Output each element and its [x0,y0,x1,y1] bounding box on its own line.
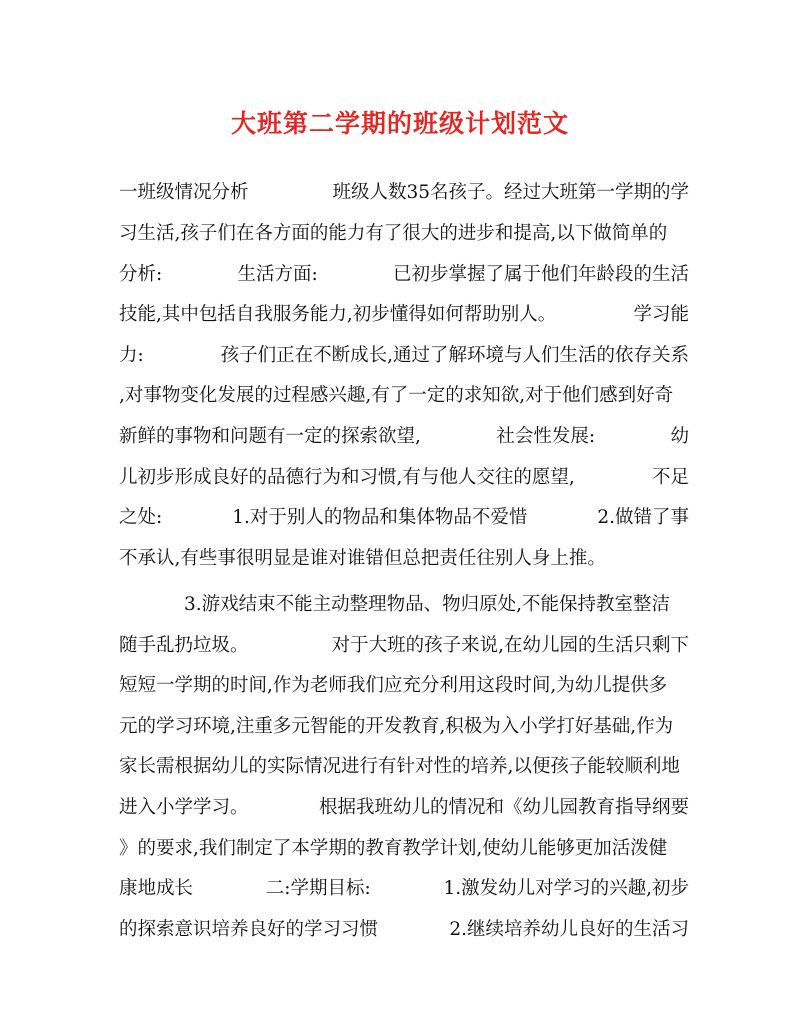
text-line [119,793,689,823]
text-line [119,590,689,620]
text-line [119,341,689,371]
text-segment: 不足 [651,467,689,488]
text-segment: 力: [119,345,144,366]
text-line [119,915,689,945]
text-segment: 短短一学期的时间,作为老师我们应充分利用这段时间,为幼儿提供多 [119,675,668,696]
text-segment: 根据我班幼儿的情况和《幼儿园教育指导纲要 [318,797,689,818]
text-segment: 生活方面: [237,264,318,285]
text-line [119,503,689,533]
text-segment: 儿初步形成良好的品德行为和习惯,有与他人交往的愿望, [119,467,575,488]
text-segment: 家长需根据幼儿的实际情况进行有针对性的培养,以便孩子能较顺利地 [119,756,680,777]
text-segment: 对于大班的孩子来说,在幼儿园的生活只剩下 [331,635,689,656]
text-line [119,874,689,904]
text-segment: 的探索意识培养良好的学习习惯 [119,919,379,940]
text-line [119,631,689,661]
text-segment: 新鲜的事物和问题有一定的探索欲望, [119,426,421,447]
text-line [119,300,689,330]
text-line [119,544,689,574]
text-segment: 之处: [119,507,163,528]
text-segment: 二:学期目标: [265,878,371,899]
indent [119,590,184,620]
text-line [119,219,689,249]
text-line [119,834,689,864]
text-segment: 元的学习环境,注重多元智能的开发教育,积极为入小学打好基础,作为 [119,716,674,737]
text-line [119,463,689,493]
text-segment: 幼 [670,426,689,447]
text-segment: 班级人数35名孩子。经过大班第一学期的学 [332,182,689,203]
text-segment: 习生活,孩子们在各方面的能力有了很大的进步和提高,以下做简单的 [119,223,668,244]
text-line [119,752,689,782]
text-line [119,260,689,290]
text-segment: 康地成长 [119,878,194,899]
text-segment: 2.做错了事 [597,507,689,528]
text-segment: 3.游戏结束不能主动整理物品、物归原处,不能保持教室整洁 [184,594,671,615]
text-segment: 随手乱扔垃圾。 [119,635,249,656]
text-segment: 》的要求,我们制定了本学期的教育教学计划,使幼儿能够更加活泼健 [119,838,668,859]
text-segment: 社会性发展: [496,426,596,447]
text-segment: 已初步掌握了属于他们年龄段的生活 [392,264,689,285]
text-line [119,712,689,742]
text-segment: 孩子们正在不断成长,通过了解环境与人们生活的依存关系 [220,345,689,366]
text-segment: 2.继续培养幼儿良好的生活习 [449,919,689,940]
text-segment: 一班级情况分析 [119,182,249,203]
text-segment: 分析: [119,264,163,285]
document-title: 大班第二学期的班级计划范文 [230,109,569,138]
text-segment: 不承认,有些事很明显是谁对谁错但总把责任往别人身上推。 [119,548,606,569]
text-segment: 进入小学学习。 [119,797,249,818]
text-segment: 1.对于别人的物品和集体物品不爱惜 [232,507,528,528]
text-line [119,178,689,208]
text-segment: 技能,其中包括自我服务能力,初步懂得如何帮助别人。 [119,304,557,325]
text-segment: ,对事物变化发展的过程感兴趣,有了一定的求知欲,对于他们感到好奇 [119,385,674,406]
text-segment: 学习能 [633,304,689,325]
text-line [119,422,689,452]
text-segment: 1.激发幼儿对学习的兴趣,初步 [443,878,689,899]
text-line [119,671,689,701]
text-line [119,381,689,411]
